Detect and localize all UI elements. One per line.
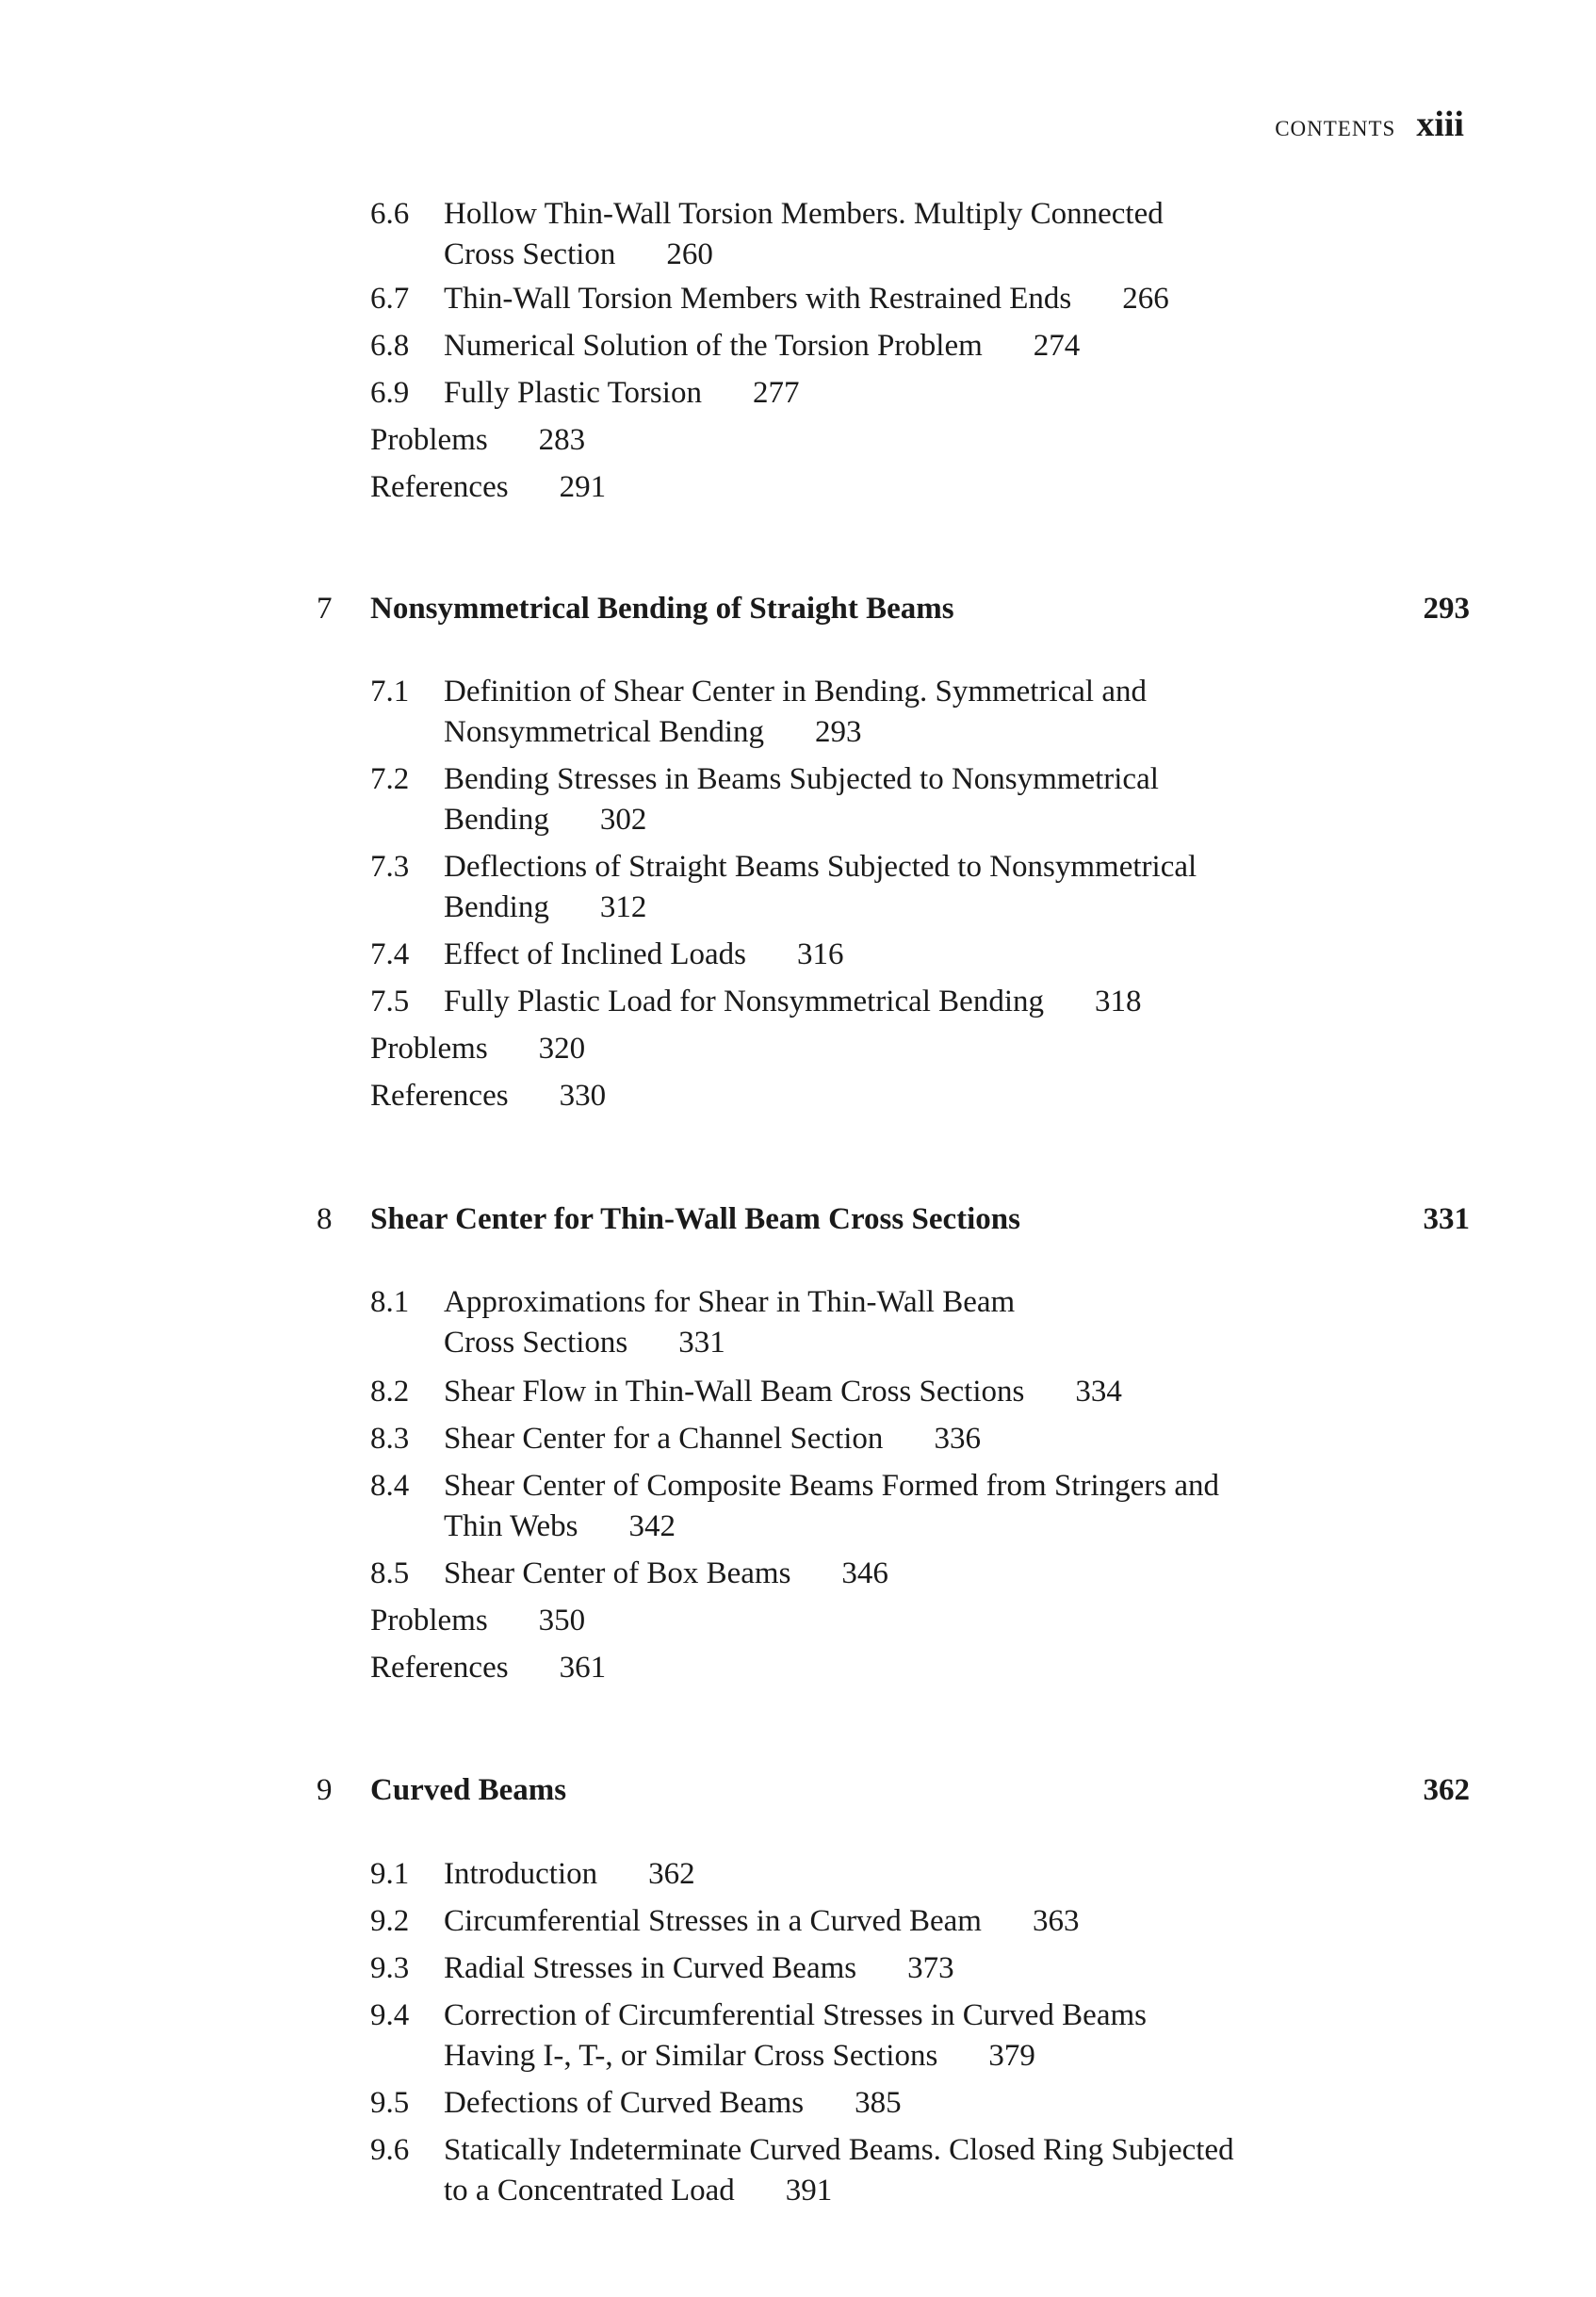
- section-title: Shear Center of Composite Beams Formed from Stringers and: [444, 1469, 1220, 1503]
- section-title: Shear Center for a Channel Section: [444, 1422, 884, 1456]
- references-page: 291: [559, 470, 607, 504]
- section-page: 373: [907, 1951, 954, 1985]
- chapter-page: 362: [1423, 1773, 1470, 1807]
- problems-label: Problems: [370, 1032, 488, 1066]
- section-title-cont: Cross Section: [444, 237, 616, 271]
- section-page: 342: [628, 1509, 676, 1543]
- problems-label: Problems: [370, 423, 488, 457]
- section-title: Shear Flow in Thin-Wall Beam Cross Sections: [444, 1375, 1025, 1409]
- toc-problems-7[interactable]: [370, 1029, 585, 1069]
- section-page: 363: [1032, 1904, 1080, 1938]
- section-title: Shear Center of Box Beams: [444, 1556, 791, 1590]
- section-title-cont: Having I-, T-, or Similar Cross Sections: [444, 2039, 938, 2073]
- section-title: Correction of Circumferential Stresses in Curved Beams: [444, 1998, 1147, 2032]
- section-title: Bending Stresses in Beams Subjected to Nonsymmetrical: [444, 762, 1159, 796]
- section-title: Fully Plastic Load for Nonsymmetrical Bending: [444, 985, 1044, 1018]
- section-page: 274: [1033, 329, 1081, 363]
- section-number: 9.5: [370, 2086, 410, 2120]
- section-number: 8.5: [370, 1556, 410, 1590]
- problems-label: Problems: [370, 1604, 488, 1637]
- references-label: References: [370, 470, 509, 504]
- toc-problems-6[interactable]: [370, 420, 585, 461]
- section-number: 7.2: [370, 762, 410, 796]
- section-page: 266: [1122, 282, 1169, 316]
- section-number: 6.8: [370, 329, 410, 363]
- section-title: Deflections of Straight Beams Subjected to Nonsymmetrical: [444, 850, 1197, 884]
- section-number: 7.5: [370, 985, 410, 1018]
- chapter-title: Nonsymmetrical Bending of Straight Beams: [370, 592, 954, 626]
- section-title: Definition of Shear Center in Bending. Symmetrical and: [444, 675, 1147, 709]
- section-page: 385: [855, 2086, 902, 2120]
- section-page: 293: [815, 715, 862, 749]
- references-label: References: [370, 1651, 509, 1685]
- section-number: 7.4: [370, 937, 410, 971]
- running-header: [1275, 104, 1464, 145]
- section-title: Fully Plastic Torsion: [444, 376, 702, 410]
- problems-page: 350: [538, 1604, 586, 1637]
- section-title-cont: Thin Webs: [444, 1509, 578, 1543]
- references-label: References: [370, 1079, 509, 1113]
- references-page: 361: [559, 1651, 607, 1685]
- chapter-page: 331: [1423, 1202, 1470, 1236]
- section-page: 316: [797, 937, 844, 971]
- section-title: Numerical Solution of the Torsion Problem: [444, 329, 983, 363]
- section-number: 9.4: [370, 1998, 410, 2032]
- section-title: Defections of Curved Beams: [444, 2086, 805, 2120]
- section-number: 7.1: [370, 675, 410, 709]
- section-number: 8.1: [370, 1285, 410, 1319]
- section-title: Circumferential Stresses in a Curved Beam: [444, 1904, 982, 1938]
- chapter-page: 293: [1423, 592, 1470, 626]
- section-number: 9.3: [370, 1951, 410, 1985]
- section-page: 391: [785, 2174, 833, 2207]
- section-number: 8.3: [370, 1422, 410, 1456]
- problems-page: 320: [538, 1032, 586, 1066]
- section-number: 8.2: [370, 1375, 410, 1409]
- section-page: 318: [1095, 985, 1142, 1018]
- section-page: 346: [841, 1556, 888, 1590]
- section-page: 331: [678, 1326, 725, 1360]
- section-number: 6.6: [370, 197, 410, 231]
- chapter-title: Shear Center for Thin-Wall Beam Cross Sections: [370, 1202, 1020, 1236]
- section-page: 302: [599, 803, 647, 837]
- section-page: 260: [666, 237, 713, 271]
- section-title-cont: Bending: [444, 890, 549, 924]
- section-title-cont: Nonsymmetrical Bending: [444, 715, 765, 749]
- section-title: Thin-Wall Torsion Members with Restrained Ends: [444, 282, 1072, 316]
- toc-references-6[interactable]: [370, 467, 606, 508]
- section-page: 362: [648, 1857, 695, 1891]
- section-page: 277: [752, 376, 800, 410]
- problems-page: 283: [538, 423, 586, 457]
- section-title: Approximations for Shear in Thin-Wall Beam: [444, 1285, 1016, 1319]
- section-number: 9.2: [370, 1904, 410, 1938]
- toc-references-8[interactable]: [370, 1648, 606, 1688]
- section-number: 6.9: [370, 376, 410, 410]
- section-number: 9.1: [370, 1857, 410, 1891]
- section-page: 312: [599, 890, 647, 924]
- section-number: 8.4: [370, 1469, 410, 1503]
- section-title: Hollow Thin-Wall Torsion Members. Multiply Connected: [444, 197, 1164, 231]
- running-header-label: CONTENTS: [1275, 117, 1396, 140]
- toc-references-7[interactable]: [370, 1076, 606, 1116]
- section-page: 379: [988, 2039, 1035, 2073]
- section-title: Effect of Inclined Loads: [444, 937, 747, 971]
- section-title: Statically Indeterminate Curved Beams. Closed Ring Subjected: [444, 2133, 1234, 2167]
- section-number: 7.3: [370, 850, 410, 884]
- toc-problems-8[interactable]: [370, 1601, 585, 1641]
- chapter-number: 9: [317, 1773, 333, 1807]
- section-page: 334: [1075, 1375, 1122, 1409]
- section-title-cont: Cross Sections: [444, 1326, 628, 1360]
- section-title-cont: Bending: [444, 803, 549, 837]
- chapter-number: 7: [317, 592, 333, 626]
- section-title: Introduction: [444, 1857, 598, 1891]
- page-number: xiii: [1416, 105, 1464, 144]
- section-page: 336: [934, 1422, 981, 1456]
- section-number: 9.6: [370, 2133, 410, 2167]
- chapter-title: Curved Beams: [370, 1773, 567, 1807]
- section-title: Radial Stresses in Curved Beams: [444, 1951, 857, 1985]
- references-page: 330: [559, 1079, 607, 1113]
- section-number: 6.7: [370, 282, 410, 316]
- section-title-cont: to a Concentrated Load: [444, 2174, 735, 2207]
- chapter-number: 8: [317, 1202, 333, 1236]
